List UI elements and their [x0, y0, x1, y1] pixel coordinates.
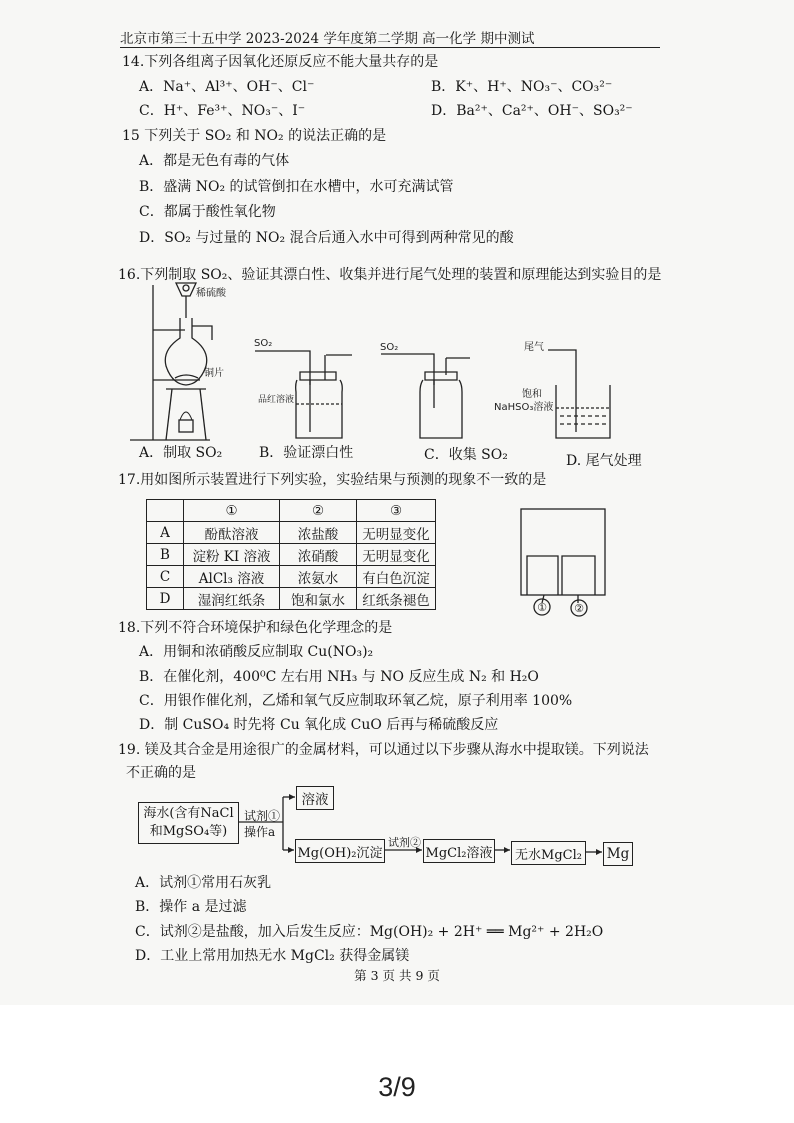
flow-reagent2-label: 试剂② — [388, 836, 421, 849]
flow-box-mg: Mg — [603, 842, 633, 866]
table-cell: D — [147, 588, 184, 610]
flow-seawater-line1: 海水(含有NaCl — [143, 806, 234, 821]
q15-stem: 15 下列关于 SO₂ 和 NO₂ 的说法正确的是 — [122, 128, 387, 144]
table-cell: 红纸条褪色 — [357, 588, 436, 610]
table-header-cell: ③ — [357, 500, 436, 522]
q17-stem: 17.用如图所示装置进行下列实验，实验结果与预测的现象不一致的是 — [118, 472, 547, 488]
q19-stem-line1: 19. 镁及其合金是用途很广的金属材料，可以通过以下步骤从海水中提取镁。下列说法 — [118, 742, 649, 758]
q19-option-a: A．试剂①常用石灰乳 — [135, 875, 272, 891]
q14-option-c: C．H⁺、Fe³⁺、NO₃⁻、I⁻ — [139, 103, 306, 119]
page-header: 北京市第三十五中学 2023-2024 学年度第二学期 高一化学 期中测试 — [120, 27, 660, 48]
q16-label-so2-c: SO₂ — [380, 342, 399, 353]
flow-operation-label: 操作a — [244, 825, 276, 839]
q19-option-b: B．操作 a 是过滤 — [135, 899, 247, 915]
q16-option-c: C．收集 SO₂ — [424, 447, 508, 463]
q14-option-b: B．K⁺、H⁺、NO₃⁻、CO₃²⁻ — [431, 79, 613, 95]
table-cell: 浓硝酸 — [280, 544, 357, 566]
q16-label-pinhong: 品红溶液 — [258, 395, 295, 405]
q16-option-b: B．验证漂白性 — [259, 445, 354, 461]
table-cell: 无明显变化 — [357, 522, 436, 544]
table-cell: 酚酞溶液 — [184, 522, 280, 544]
flow-reagent1-label: 试剂① — [244, 809, 281, 823]
q14-option-a: A．Na⁺、Al³⁺、OH⁻、Cl⁻ — [139, 79, 315, 95]
q18-option-d: D．制 CuSO₄ 时先将 Cu 氧化成 CuO 后再与稀硫酸反应 — [139, 717, 499, 733]
table-cell: B — [147, 544, 184, 566]
q16-label-so2-b: SO₂ — [254, 338, 273, 349]
q16-option-a: A．制取 SO₂ — [139, 445, 223, 461]
table-cell: 淀粉 KI 溶液 — [184, 544, 280, 566]
flow-box-seawater — [138, 802, 239, 844]
q14-option-d: D．Ba²⁺、Ca²⁺、OH⁻、SO₃²⁻ — [431, 103, 633, 119]
q14-stem: 14.下列各组离子因氧化还原反应不能大量共存的是 — [122, 54, 439, 70]
flow-seawater-line2: 和MgSO₄等) — [149, 824, 228, 839]
q17-beaker-2-label: ② — [574, 602, 584, 615]
flow-box-anhydrous-mgcl2: 无水MgCl₂ — [511, 841, 586, 865]
q16-option-d: D. 尾气处理 — [566, 453, 642, 469]
table-cell: C — [147, 566, 184, 588]
q16-label-tail-gas: 尾气 — [524, 342, 544, 353]
table-header-cell: ② — [280, 500, 357, 522]
q16-label-nahso3: NaHSO₃溶液 — [494, 402, 554, 413]
q19-option-c: C．试剂②是盐酸，加入后发生反应：Mg(OH)₂ + 2H⁺ ══ Mg²⁺ + 2H₂O — [135, 924, 604, 940]
q16-label-dilute-acid: 稀硫酸 — [196, 288, 226, 299]
table-cell: 有白色沉淀 — [357, 566, 436, 588]
table-cell: 饱和氯水 — [280, 588, 357, 610]
q18-option-a: A．用铜和浓硝酸反应制取 Cu(NO₃)₂ — [139, 644, 374, 660]
q18-option-c: C．用银作催化剂，乙烯和氧气反应制取环氧乙烷，原子利用率 100% — [139, 693, 573, 709]
q15-option-a: A．都是无色有毒的气体 — [139, 153, 290, 169]
flow-box-mgcl2-solution: MgCl₂溶液 — [423, 839, 495, 863]
table-cell: 无明显变化 — [357, 544, 436, 566]
table-cell: 湿润红纸条 — [184, 588, 280, 610]
flow-box-filtrate: 溶液 — [296, 786, 334, 810]
q16-label-saturated: 饱和 — [522, 389, 542, 400]
q17-beaker-1-label: ① — [537, 601, 547, 614]
q15-option-b: B．盛满 NO₂ 的试管倒扣在水槽中，水可充满试管 — [139, 179, 454, 195]
page-indicator: 3/9 — [378, 1072, 416, 1102]
table-cell: AlCl₃ 溶液 — [184, 566, 280, 588]
table-header-cell: ① — [184, 500, 280, 522]
table-cell: 浓盐酸 — [280, 522, 357, 544]
q15-option-c: C．都属于酸性氧化物 — [139, 204, 276, 220]
page-footer: 第 3 页 共 9 页 — [354, 968, 440, 983]
q16-stem: 16.下列制取 SO₂、验证其漂白性、收集并进行尾气处理的装置和原理能达到实验目的是 — [118, 267, 662, 283]
table-cell: 浓氨水 — [280, 566, 357, 588]
q19-option-d: D．工业上常用加热无水 MgCl₂ 获得金属镁 — [135, 948, 410, 964]
flow-box-precipitate: Mg(OH)₂沉淀 — [295, 839, 385, 863]
table-cell: A — [147, 522, 184, 544]
q18-option-b: B．在催化剂，400⁰C 左右用 NH₃ 与 NO 反应生成 N₂ 和 H₂O — [139, 669, 539, 685]
q18-stem: 18.下列不符合环境保护和绿色化学理念的是 — [118, 620, 393, 636]
q15-option-d: D．SO₂ 与过量的 NO₂ 混合后通入水中可得到两种常见的酸 — [139, 230, 514, 246]
q16-label-copper: 铜片 — [204, 368, 224, 379]
q19-stem-line2: 不正确的是 — [126, 765, 196, 781]
